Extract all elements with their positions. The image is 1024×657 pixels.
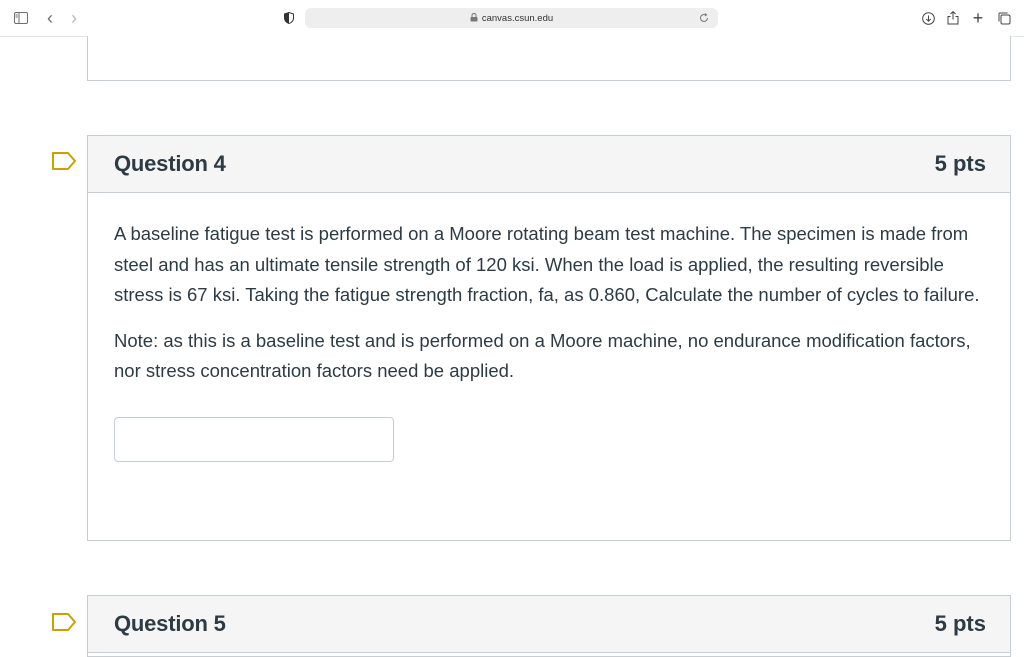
share-icon[interactable]: [944, 9, 962, 27]
question-title: Question 4: [114, 151, 226, 176]
plus-icon[interactable]: +: [972, 8, 984, 28]
download-icon[interactable]: [919, 9, 937, 27]
question-card: [87, 595, 1011, 657]
address-bar[interactable]: [305, 8, 718, 28]
previous-question-card: [87, 36, 1011, 81]
back-icon[interactable]: ‹: [47, 8, 53, 28]
question-card: [87, 135, 1011, 541]
forward-icon[interactable]: ›: [71, 8, 77, 28]
flag-question-icon[interactable]: [51, 612, 77, 632]
flag-question-icon[interactable]: [51, 151, 77, 171]
question-text: [88, 193, 1010, 462]
question-paragraph: A baseline fatigue test is performed on a Moore rotating beam test machine. The specimen is made from steel and has an ultimate tensile strength of 120 ksi. When the load is applied, the resulting reversible stress is 67 ksi. Taking the fatigue strength fraction, fa, as 0.860, Calculate the number of cycles to failure.: [114, 223, 980, 305]
question-note: Note: as this is a baseline test and is performed on a Moore machine, no endurance modification factors, nor stress concentration factors need be applied.: [114, 329, 971, 381]
question-header: [88, 136, 1010, 193]
url-text: canvas.csun.edu: [481, 12, 554, 24]
question-title: Question 5: [114, 611, 226, 636]
question-header: [88, 596, 1010, 653]
sidebar-icon[interactable]: [12, 9, 30, 27]
browser-toolbar: [0, 0, 1024, 37]
question-points: 5 pts: [934, 151, 986, 176]
lock-icon: [470, 13, 478, 24]
reload-icon[interactable]: [696, 10, 712, 26]
shield-icon[interactable]: [280, 9, 298, 27]
tabs-icon[interactable]: [995, 9, 1013, 27]
question-points: 5 pts: [934, 611, 986, 636]
answer-input[interactable]: [114, 417, 394, 462]
